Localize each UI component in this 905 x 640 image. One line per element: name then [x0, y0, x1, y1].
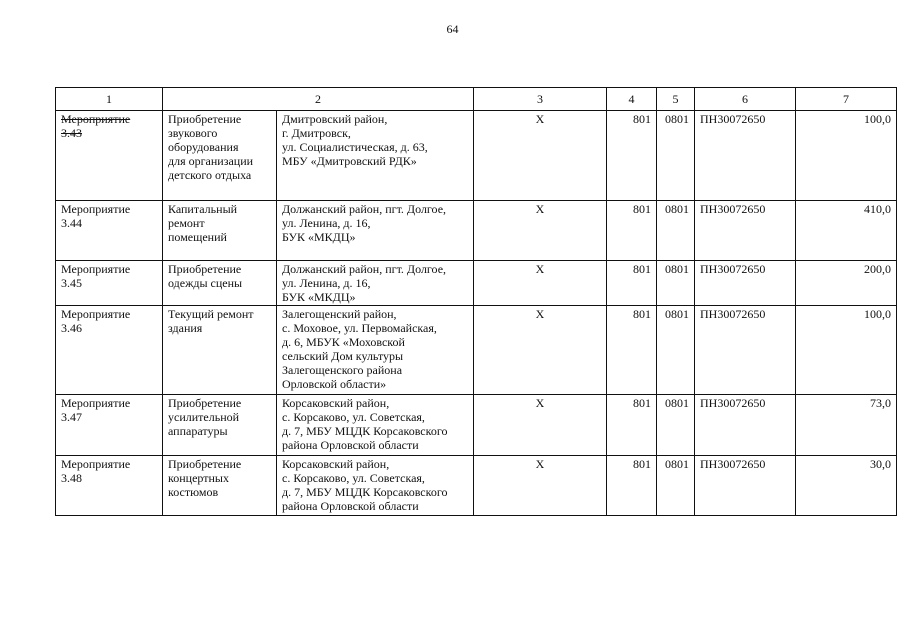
col4-cell: 801 [607, 306, 657, 395]
col5-cell: 0801 [657, 111, 695, 201]
event-cell [56, 111, 163, 201]
table-row [56, 306, 897, 395]
header-cell-6: 6 [695, 88, 796, 111]
event-cell: Мероприятие 3.44 [56, 201, 163, 261]
location-cell: Корсаковский район, с. Корсаково, ул. Советская, д. 7, МБУ МЦДК Корсаковского района Орловской области [277, 395, 474, 456]
header-cell-7: 7 [796, 88, 897, 111]
purpose-cell: Текущий ремонт здания [163, 306, 277, 395]
event-cell: Мероприятие 3.46 [56, 306, 163, 395]
purpose-cell: Приобретение одежды сцены [163, 261, 277, 306]
location-cell: Должанский район, пгт. Долгое, ул. Ленина, д. 16, БУК «МКДЦ» [277, 261, 474, 306]
table-row [56, 201, 897, 261]
col3-cell: X [474, 395, 607, 456]
table-row [56, 111, 897, 201]
purpose-cell: Приобретение звукового оборудования для организации детского отдыха [163, 111, 277, 201]
col6-cell: ПН30072650 [695, 111, 796, 201]
col6-cell: ПН30072650 [695, 456, 796, 516]
col3-cell: X [474, 201, 607, 261]
col4-cell: 801 [607, 111, 657, 201]
col6-cell: ПН30072650 [695, 395, 796, 456]
header-cell-5: 5 [657, 88, 695, 111]
col3-cell: X [474, 111, 607, 201]
event-cell: Мероприятие 3.48 [56, 456, 163, 516]
table-row [56, 395, 897, 456]
col6-cell: ПН30072650 [695, 306, 796, 395]
page-number: 64 [446, 22, 459, 36]
purpose-cell: Капитальный ремонт помещений [163, 201, 277, 261]
location-cell: Должанский район, пгт. Долгое, ул. Ленина, д. 16, БУК «МКДЦ» [277, 201, 474, 261]
col4-cell: 801 [607, 201, 657, 261]
event-cell: Мероприятие 3.47 [56, 395, 163, 456]
location-cell: Залегощенский район, с. Моховое, ул. Первомайская, д. 6, МБУК «Моховской сельский Дом культуры Залегощенского района Орловской области» [277, 306, 474, 395]
amount-cell: 73,0 [796, 395, 897, 456]
amount-cell: 100,0 [796, 111, 897, 201]
col6-cell: ПН30072650 [695, 201, 796, 261]
amount-cell: 100,0 [796, 306, 897, 395]
amount-cell: 200,0 [796, 261, 897, 306]
col4-cell: 801 [607, 261, 657, 306]
event-cell-text: Мероприятие 3.43 [61, 112, 131, 140]
header-cell-3: 3 [474, 88, 607, 111]
event-cell: Мероприятие 3.45 [56, 261, 163, 306]
events-table [55, 87, 897, 516]
amount-cell: 30,0 [796, 456, 897, 516]
location-cell: Корсаковский район, с. Корсаково, ул. Советская, д. 7, МБУ МЦДК Корсаковского района Орловской области [277, 456, 474, 516]
col4-cell: 801 [607, 456, 657, 516]
table-row [56, 456, 897, 516]
location-cell: Дмитровский район, г. Дмитровск, ул. Социалистическая, д. 63, МБУ «Дмитровский РДК» [277, 111, 474, 201]
header-cell-4: 4 [607, 88, 657, 111]
header-cell-2: 2 [163, 88, 474, 111]
purpose-cell: Приобретение концертных костюмов [163, 456, 277, 516]
col5-cell: 0801 [657, 456, 695, 516]
col5-cell: 0801 [657, 201, 695, 261]
col3-cell: X [474, 261, 607, 306]
purpose-cell: Приобретение усилительной аппаратуры [163, 395, 277, 456]
col6-cell: ПН30072650 [695, 261, 796, 306]
amount-cell: 410,0 [796, 201, 897, 261]
header-cell-1: 1 [56, 88, 163, 111]
col5-cell: 0801 [657, 306, 695, 395]
col3-cell: X [474, 306, 607, 395]
col5-cell: 0801 [657, 395, 695, 456]
col5-cell: 0801 [657, 261, 695, 306]
col4-cell: 801 [607, 395, 657, 456]
col3-cell: X [474, 456, 607, 516]
table-row [56, 261, 897, 306]
header-row [56, 88, 897, 111]
